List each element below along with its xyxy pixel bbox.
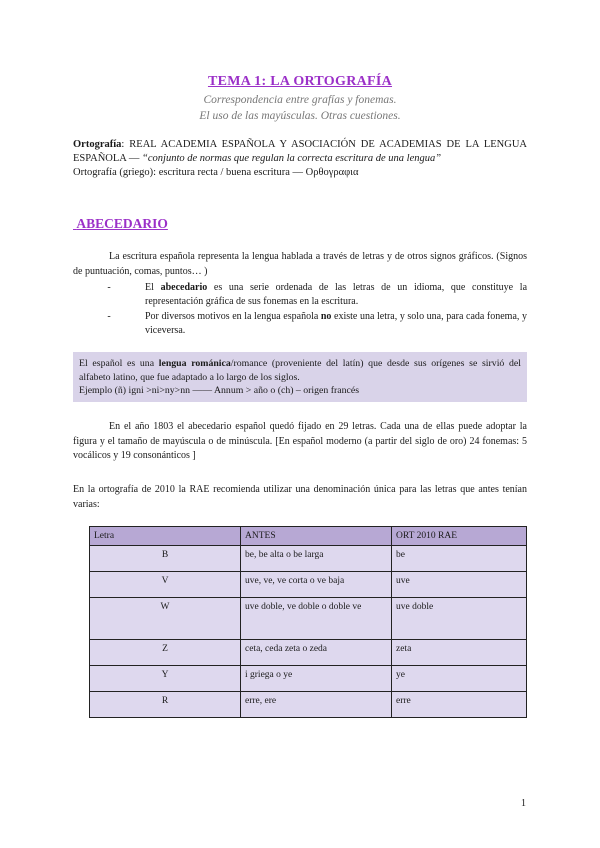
cell-letra: Z <box>90 640 241 666</box>
intro-paragraph <box>73 138 527 180</box>
table-row <box>90 598 527 640</box>
cell-ort: zeta <box>392 640 527 666</box>
intro-term: Ortografía <box>73 139 122 150</box>
column-header: ANTES <box>241 527 392 546</box>
subtitle-2: El uso de las mayúsculas. Otras cuestiones. <box>199 110 401 122</box>
list-item: - El abecedario es una serie ordenada de las letras de un idioma, que constituye la representación gráfica de sus fonemas en la escritura. <box>73 281 527 309</box>
page-number: 1 <box>521 798 526 809</box>
cell-ort: be <box>392 546 527 572</box>
cell-antes: i griega o ye <box>241 666 392 692</box>
column-header: ORT 2010 RAE <box>392 527 527 546</box>
bold-term: no <box>320 311 332 322</box>
cell-ort: erre <box>392 692 527 718</box>
bold-term: lengua románica <box>158 358 231 369</box>
subtitle-1: Correspondencia entre grafías y fonemas. <box>203 94 397 106</box>
cell-letra: Y <box>90 666 241 692</box>
list-item: - Por diversos motivos en la lengua española no existe una letra, y solo una, para cada fonema, y viceversa. <box>73 310 527 338</box>
table-row <box>90 572 527 598</box>
bullet-dash: - <box>107 311 111 322</box>
cell-letra: R <box>90 692 241 718</box>
letters-table <box>89 526 527 718</box>
intro-line2: Ortografía (griego): escritura recta / buena escritura — Ορθογραφια <box>73 167 359 178</box>
cell-ort: uve <box>392 572 527 598</box>
cell-ort: ye <box>392 666 527 692</box>
bullet-list <box>73 281 527 339</box>
cell-antes: be, be alta o be larga <box>241 546 392 572</box>
column-header: Letra <box>90 527 241 546</box>
cell-antes: erre, ere <box>241 692 392 718</box>
paragraph-1: La escritura española representa la lengua hablada a través de letras y de otros signos gráficos. (Signos de puntuación, comas, puntos… ) <box>73 251 527 277</box>
table-row <box>90 666 527 692</box>
cell-antes: uve, ve, ve corta o ve baja <box>241 572 392 598</box>
cell-letra: W <box>90 598 241 640</box>
cell-antes: ceta, ceda zeta o zeda <box>241 640 392 666</box>
table-row <box>90 546 527 572</box>
intro-text: : REAL ACADEMIA ESPAÑOLA Y ASOCIACIÓN DE ACADEMIAS DE LA LENGUA ESPAÑOLA — <box>73 139 527 164</box>
bullet-dash: - <box>107 282 111 293</box>
paragraph-3: En la ortografía de 2010 la RAE recomienda utilizar una denominación única para las letras que antes tenían varias: <box>73 484 527 510</box>
cell-antes: uve doble, ve doble o doble ve <box>241 598 392 640</box>
bold-term: abecedario <box>160 282 208 293</box>
box-example: Ejemplo (ñ) igni >ni>ny>nn —— Annum > año o (ch) – origen francés <box>79 385 360 396</box>
table-header-row <box>90 527 527 546</box>
section-title: ABECEDARIO <box>76 216 168 231</box>
table-row <box>90 692 527 718</box>
cell-letra: B <box>90 546 241 572</box>
paragraph-2: En el año 1803 el abecedario español quedó fijado en 29 letras. Cada una de ellas puede adoptar la figura y el tamaño de mayúscula o de minúscula. [En español moderno (a partir del siglo de oro) 24 fonemas: 5 vocálicos y 19 consonánticos ] <box>73 421 527 461</box>
intro-quote: “conjunto de normas que regulan la correcta escritura de una lengua” <box>142 153 442 164</box>
page-title: TEMA 1: LA ORTOGRAFÍA <box>207 74 393 89</box>
table-row <box>90 640 527 666</box>
cell-ort: uve doble <box>392 598 527 640</box>
highlight-box: El español es una lengua románica/romance (proveniente del latín) que desde sus orígenes se sirvió del alfabeto latino, que fue adaptado a lo largo de los siglos. Ejemplo (ñ) igni >ni>ny>nn —— Annum > año o (ch) – origen francés <box>73 352 527 402</box>
cell-letra: V <box>90 572 241 598</box>
